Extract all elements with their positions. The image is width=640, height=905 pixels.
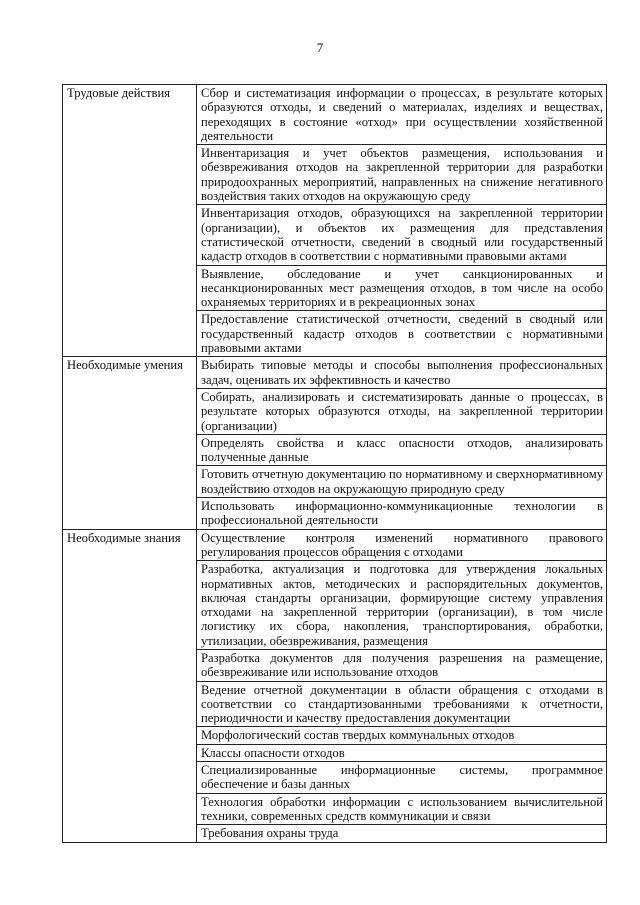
table-cell-item: Специализированные информационные системы, программное обеспечение и базы данных xyxy=(197,762,607,794)
table-cell-item: Осуществление контроля изменений нормативного правового регулирования процессов обращения с отходами xyxy=(197,529,607,561)
requirements-table-body xyxy=(63,85,607,843)
requirements-table xyxy=(62,84,607,843)
table-cell-item: Разработка, актуализация и подготовка для утверждения локальных нормативных актов, методических и распорядительных документов, включая стандарты организации, формирующие систему управления отходами на закрепленной территории (организации), в том числе логистику их сбора, накопления, транспортирования, обработки, утилизации, обезвреживания, размещения xyxy=(197,561,607,650)
table-row xyxy=(63,529,607,561)
table-cell-item: Сбор и систематизация информации о процессах, в результате которых образуются отходы, и сведений о материалах, изделиях и веществах, переходящих в состояние «отход» при осуществлении хозяйственной деятельности xyxy=(197,85,607,145)
table-cell-item: Требования охраны труда xyxy=(197,825,607,842)
row-label-required-skills: Необходимые умения xyxy=(63,357,197,529)
table-row xyxy=(63,357,607,389)
table-cell-item: Выявление, обследование и учет санкционированных и несанкционированных мест размещения отходов, в том числе на особо охраняемых территориях и в рекреационных зонах xyxy=(197,265,607,311)
table-cell-item: Ведение отчетной документации в области обращения с отходами в соответствии со стандартизованными требованиями к отчетности, периодичности и качеству предоставления документации xyxy=(197,681,607,727)
table-cell-item: Морфологический состав твердых коммунальных отходов xyxy=(197,727,607,744)
table-cell-item: Выбирать типовые методы и способы выполнения профессиональных задач, оценивать их эффективность и качество xyxy=(197,357,607,389)
row-label-required-knowledge: Необходимые знания xyxy=(63,529,197,842)
table-cell-item: Собирать, анализировать и систематизировать данные о процессах, в результате которых образуются отходы, на закрепленной территории (организации) xyxy=(197,388,607,434)
table-cell-item: Использовать информационно-коммуникационные технологии в профессиональной деятельности xyxy=(197,498,607,530)
page-number: 7 xyxy=(316,40,324,55)
table-cell-item: Предоставление статистической отчетности, сведений в сводный или государственный кадастр отходов в соответствии с нормативными правовыми актами xyxy=(197,311,607,357)
table-cell-item: Инвентаризация и учет объектов размещения, использования и обезвреживания отходов на закрепленной территории для разработки природоохранных мероприятий, направленных на снижение негативного воздействия таких отходов на окружающую среду xyxy=(197,145,607,205)
table-cell-item: Технология обработки информации с использованием вычислительной техники, современных средств коммуникации и связи xyxy=(197,793,607,825)
table-cell-item: Инвентаризация отходов, образующихся на закрепленной территории (организации), и объектов их размещения для представления статистической отчетности, сведений в сводный или государственный кадастр отходов в соответствии с нормативными правовыми актами xyxy=(197,205,607,265)
table-cell-item: Классы опасности отходов xyxy=(197,744,607,761)
table-cell-item: Разработка документов для получения разрешения на размещение, обезвреживание или использование отходов xyxy=(197,649,607,681)
row-label-labor-actions: Трудовые действия xyxy=(63,85,197,357)
table-row xyxy=(63,85,607,145)
table-cell-item: Готовить отчетную документацию по нормативному и сверхнормативному воздействию отходов на окружающую природную среду xyxy=(197,466,607,498)
table-cell-item: Определять свойства и класс опасности отходов, анализировать полученные данные xyxy=(197,434,607,466)
